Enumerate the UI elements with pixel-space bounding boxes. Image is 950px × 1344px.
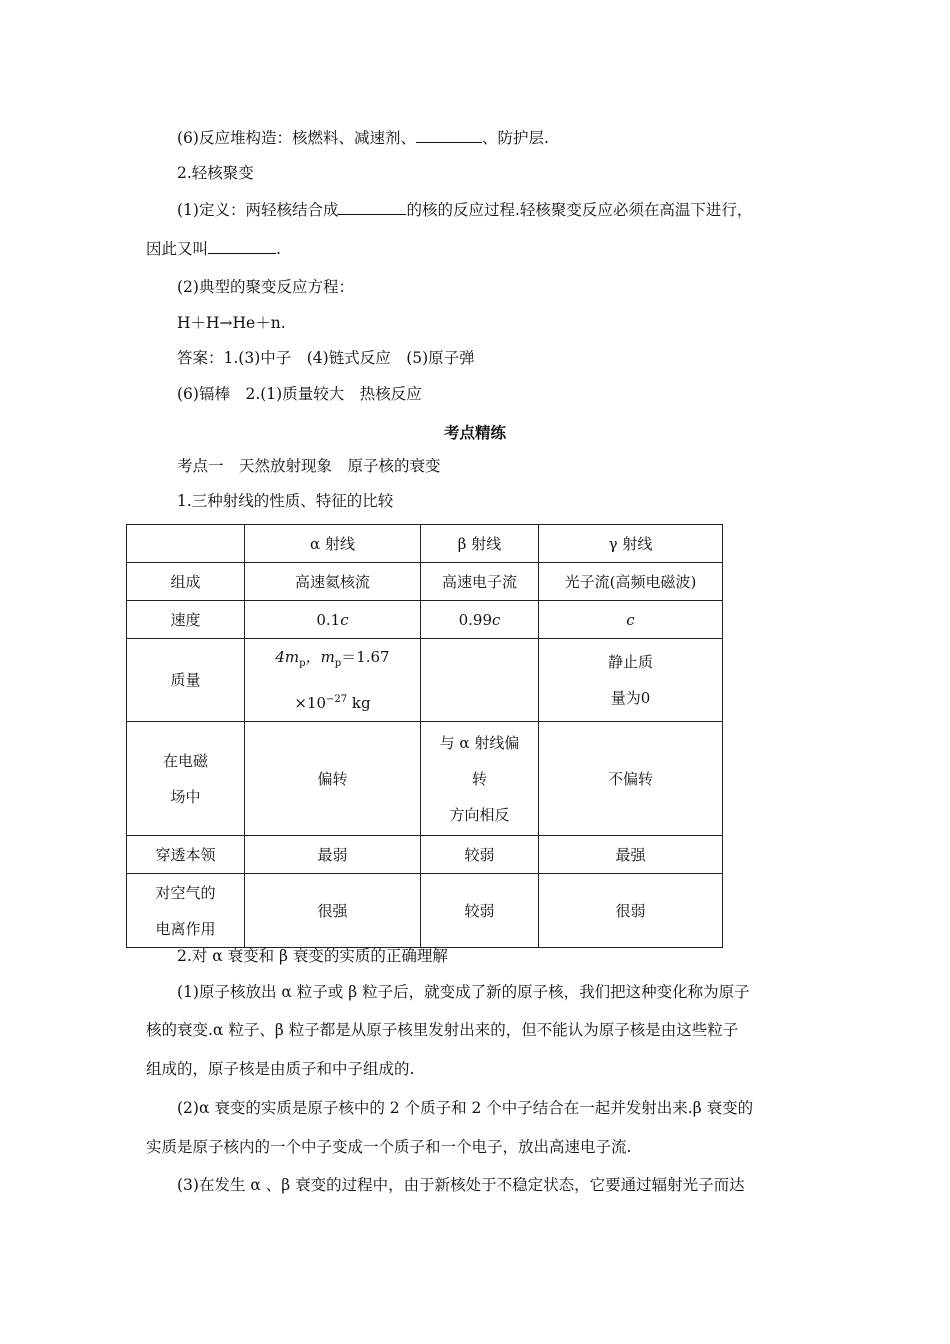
field-beta-line: 转 [471,769,487,788]
table-row [127,722,723,836]
table-cell [421,639,539,722]
definition-text-b: 的核的反应过程.轻核聚变反应必须在高温下进行， [406,201,753,219]
table-cell: 高速氦核流 [245,563,421,601]
table-cell [127,874,245,948]
table-cell: 穿透本领 [127,836,245,874]
table-header-cell: α 射线 [245,525,421,563]
table-cell: 光子流(高频电磁波) [539,563,723,601]
table-header-cell [127,525,245,563]
mass-line-2 [249,682,416,721]
answer-line-1: 答案：1.(3)中子 (4)链式反应 (5)原子弹 [177,349,475,367]
fusion-definition-line [177,199,752,221]
table-cell [245,601,421,639]
paragraph-line: (1)原子核放出 α 粒子或 β 粒子后，就变成了新的原子核，我们把这种变化称为原子 [177,983,750,1001]
table-row [127,639,723,722]
definition-text-a: (1)定义：两轻核结合成 [177,201,339,219]
paragraph-line: 组成的，原子核是由质子和中子组成的. [146,1060,415,1078]
topic-one-title: 考点一 天然放射现象 原子核的衰变 [177,457,441,475]
table-row [127,874,723,948]
mass-exponent: −27 [326,694,348,705]
ray-comparison-table [126,524,723,948]
definition-text-d: . [276,240,281,258]
paragraph-line: 核的衰变.α 粒子、β 粒子都是从原子核里发射出来的，但不能认为原子核是由这些粒子 [146,1021,739,1039]
field-beta-line: 方向相反 [449,805,510,824]
table-cell: 偏转 [245,722,421,836]
table-cell [421,722,539,836]
fill-blank [208,239,276,254]
table-cell: 很强 [245,874,421,948]
paragraph-line: (2)α 衰变的实质是原子核中的 2 个质子和 2 个中子结合在一起并发射出来.β 衰变的 [177,1099,754,1117]
table-cell: 较弱 [421,836,539,874]
table-cell [127,722,245,836]
ionization-label-line: 电离作用 [155,919,216,938]
reactor-structure-line [177,127,549,149]
speed-unit: c [340,610,349,629]
field-label-line: 场中 [170,787,201,806]
table-cell: 质量 [127,639,245,722]
table-cell: 最弱 [245,836,421,874]
mass-part: ＝1.67 [341,648,390,666]
mass-part: ，m [305,648,335,666]
reactor-text-b: 、防护层. [481,129,549,147]
mass-sub: p [334,658,342,669]
comparison-title: 1.三种射线的性质、特征的比较 [177,492,394,510]
answer-line-2: (6)镉棒 2.(1)质量较大 热核反应 [177,385,422,403]
mass-part: kg [347,694,371,712]
speed-value: 0.99 [458,610,492,629]
mass-sub: p [299,658,306,669]
fusion-heading: 2.轻核聚变 [177,164,254,182]
fill-blank [338,200,406,215]
fill-blank [416,128,482,143]
table-cell [539,639,723,722]
decay-essence-title: 2.对 α 衰变和 β 衰变的实质的正确理解 [177,947,448,965]
field-beta-line: 与 α 射线偏 [439,733,520,752]
table-cell [245,639,421,722]
fusion-definition-line-2 [146,238,281,260]
table-cell [421,601,539,639]
section-heading: 考点精练 [443,424,506,442]
mass-part: 4m [275,648,300,666]
reactor-text-a: (6)反应堆构造：核燃料、减速剂、 [177,129,416,147]
mass-line-1 [249,639,416,682]
table-row [127,563,723,601]
table-cell [539,601,723,639]
table-row [127,836,723,874]
table-cell: 很弱 [539,874,723,948]
paragraph-line: 实质是原子核内的一个中子变成一个质子和一个电子，放出高速电子流. [146,1138,632,1156]
table-row [127,601,723,639]
speed-value: 0.1 [316,610,341,629]
table-cell: 较弱 [421,874,539,948]
table-header-cell: γ 射线 [539,525,723,563]
definition-text-c: 因此又叫 [146,240,209,258]
speed-unit: c [492,610,501,629]
table-header-row [127,525,723,563]
mass-gamma-line-2: 量为0 [610,689,651,707]
table-cell: 最强 [539,836,723,874]
mass-gamma-line-1: 静止质 [607,653,653,671]
table-cell: 速度 [127,601,245,639]
typical-reaction-label: (2)典型的聚变反应方程： [177,278,354,296]
table-header-cell: β 射线 [421,525,539,563]
table-cell: 高速电子流 [421,563,539,601]
ionization-label-line: 对空气的 [155,883,216,902]
table-cell: 不偏转 [539,722,723,836]
fusion-equation: H＋H→He＋n. [177,314,286,332]
field-label-line: 在电磁 [162,751,208,770]
speed-unit: c [626,610,635,629]
table-cell: 组成 [127,563,245,601]
mass-part: ×10 [294,694,327,712]
paragraph-line: (3)在发生 α 、β 衰变的过程中，由于新核处于不稳定状态，它要通过辐射光子而达 [177,1176,745,1194]
